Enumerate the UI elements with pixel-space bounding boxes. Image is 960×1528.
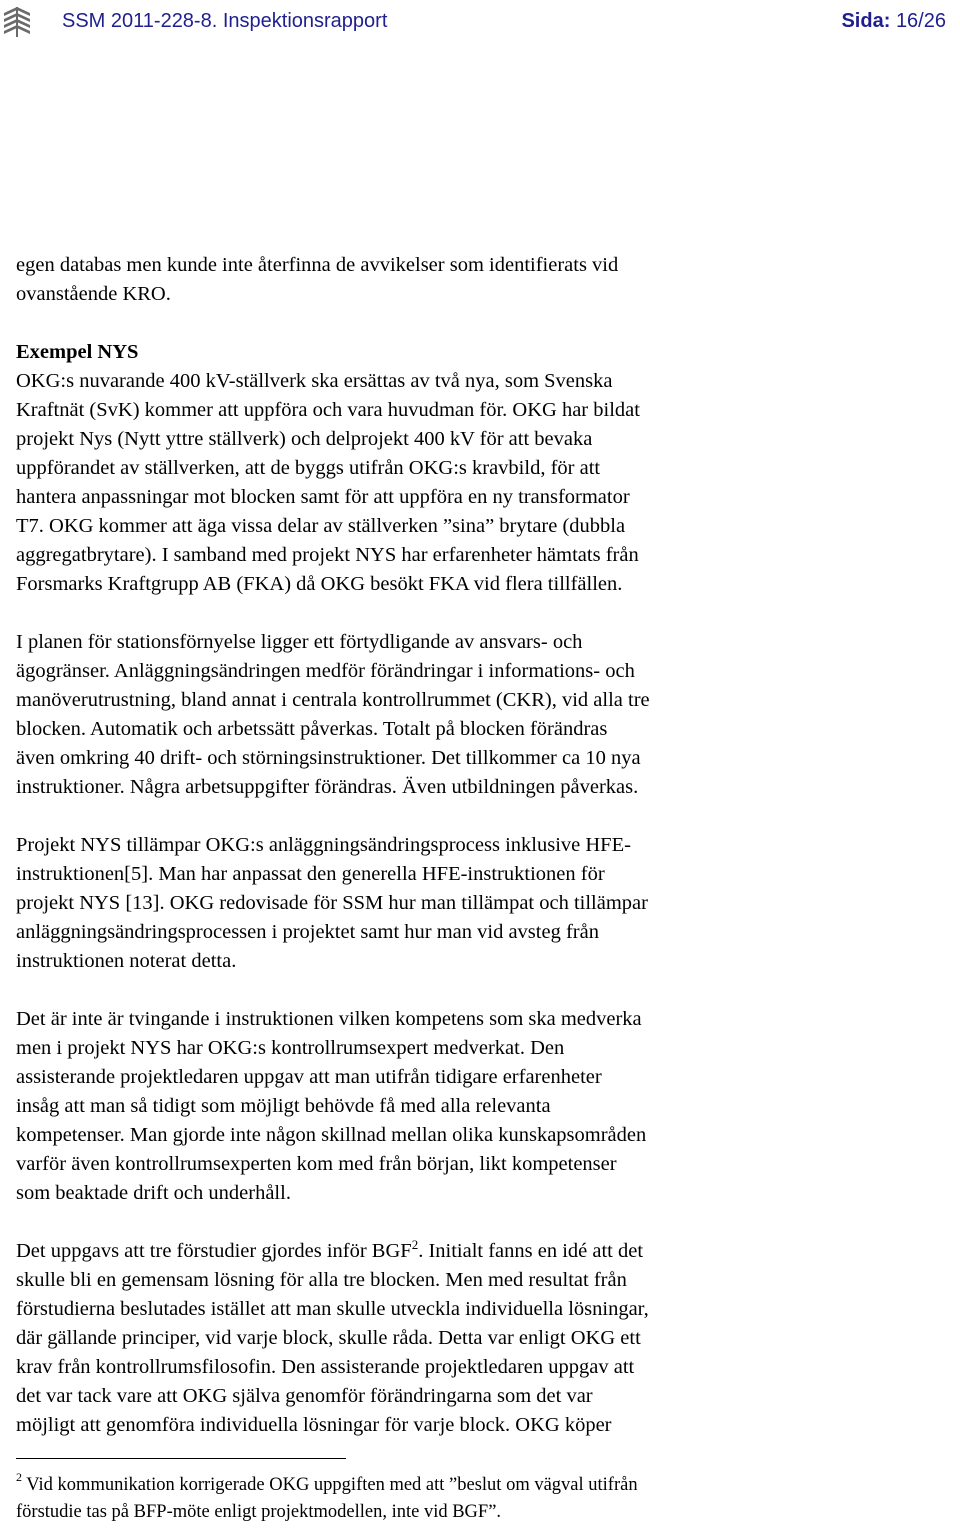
text-line: assisterande projektledaren uppgav att man utifrån tidigare erfarenheter	[16, 1066, 602, 1088]
footnote-line: förstudie tas på BFP-möte enligt projektmodellen, inte vid BGF”.	[16, 1502, 502, 1522]
text-line: Det är inte är tvingande i instruktionen vilken kompetens som ska medverka	[16, 1008, 642, 1030]
page-indicator	[841, 9, 946, 33]
text-line: instruktioner. Några arbetsuppgifter förändras. Även utbildningen påverkas.	[16, 776, 639, 798]
text-line: anläggningsändringsprocessen i projektet samt hur man vid avsteg från	[16, 921, 599, 943]
text-fragment: Det uppgavs att tre förstudier gjordes inför BGF	[16, 1240, 412, 1262]
text-line: krav från kontrollrumsfilosofin. Den assisterande projektledaren uppgav att	[16, 1356, 635, 1378]
text-line: varför även kontrollrumsexperten kom med från början, likt kompetenser	[16, 1153, 617, 1175]
footnote-divider	[16, 1458, 346, 1459]
paragraph-3	[16, 628, 946, 802]
text-line: T7. OKG kommer att äga vissa delar av ställverken ”sina” brytare (dubbla	[16, 515, 626, 537]
text-line: instruktionen[5]. Man har anpassat den generella HFE-instruktionen för	[16, 863, 605, 885]
footnote-reference[interactable]: 2	[411, 1237, 419, 1252]
text-line: kompetenser. Man gjorde inte någon skillnad mellan olika kunskapsområden	[16, 1124, 647, 1146]
text-line: som beaktade drift och underhåll.	[16, 1182, 291, 1204]
text-line: men i projekt NYS har OKG:s kontrollrumsexpert medverkat. Den	[16, 1037, 565, 1059]
text-line: I planen för stationsförnyelse ligger ett förtydligande av ansvars- och	[16, 631, 583, 653]
footnote-line	[16, 1472, 946, 1499]
text-line: insåg att man så tidigt som möjligt behövde få med alla relevanta	[16, 1095, 551, 1117]
text-line: där gällande principer, vid varje block, skulle råda. Detta var enligt OKG ett	[16, 1327, 641, 1349]
text-line: det var tack vare att OKG själva genomför förändringarna som det var	[16, 1385, 593, 1407]
text-line: ovanstående KRO.	[16, 283, 171, 305]
paragraph-6	[16, 1237, 946, 1440]
text-line: hantera anpassningar mot blocken samt för att uppföra en ny transformator	[16, 486, 630, 508]
text-line: förstudierna beslutades istället att man skulle utveckla individuella lösningar,	[16, 1298, 649, 1320]
text-line: möjligt att genomföra individuella lösningar för varje block. OKG köper	[16, 1414, 612, 1436]
document-title: SSM 2011-228-8. Inspektionsrapport	[62, 10, 388, 32]
text-line: instruktionen noterat detta.	[16, 950, 237, 972]
paragraph-4	[16, 831, 946, 976]
text-line: egen databas men kunde inte återfinna de avvikelser som identifierats vid	[16, 254, 619, 276]
text-line: Projekt NYS tillämpar OKG:s anläggningsändringsprocess inklusive HFE-	[16, 834, 631, 856]
section-heading: Exempel NYS	[16, 341, 139, 363]
footnote-marker: 2	[16, 1470, 22, 1484]
document-body	[16, 251, 946, 1440]
text-line: projekt Nys (Nytt yttre ställverk) och delprojekt 400 kV för att bevaka	[16, 428, 593, 450]
text-line: OKG:s nuvarande 400 kV-ställverk ska ersättas av två nya, som Svenska	[16, 370, 613, 392]
text-line: blocken. Automatik och arbetssätt påverkas. Totalt på blocken förändras	[16, 718, 608, 740]
page-header	[0, 0, 960, 44]
text-line: skulle bli en gemensam lösning för alla tre blocken. Men med resultat från	[16, 1269, 627, 1291]
page-number: 16/26	[895, 10, 946, 32]
text-line: Kraftnät (SvK) kommer att uppföra och vara huvudman för. OKG har bildat	[16, 399, 640, 421]
text-line	[16, 1237, 946, 1266]
text-line: uppförandet av ställverken, att de byggs utifrån OKG:s kravbild, för att	[16, 457, 601, 479]
text-line: även omkring 40 drift- och störningsinstruktioner. Det tillkommer ca 10 nya	[16, 747, 641, 769]
footnote	[16, 1472, 946, 1526]
text-fragment: . Initialt fanns en idé att det	[418, 1240, 644, 1262]
page-label: Sida:	[841, 10, 891, 32]
paragraph-5	[16, 1005, 946, 1208]
text-line: projekt NYS [13]. OKG redovisade för SSM hur man tillämpat och tillämpar	[16, 892, 648, 914]
footnote-text: Vid kommunikation korrigerade OKG uppgiften med att ”beslut om vägval utifrån	[22, 1475, 638, 1495]
text-line: aggregatbrytare). I samband med projekt NYS har erfarenheter hämtats från	[16, 544, 639, 566]
paragraph-exempel-nys	[16, 338, 946, 599]
text-line: ägogränser. Anläggningsändringen medför förändringar i informations- och	[16, 660, 635, 682]
paragraph-1	[16, 251, 946, 309]
text-line: Forsmarks Kraftgrupp AB (FKA) då OKG besökt FKA vid flera tillfällen.	[16, 573, 623, 595]
ssm-logo-icon	[2, 5, 32, 39]
text-line: manöverutrustning, bland annat i centrala kontrollrummet (CKR), vid alla tre	[16, 689, 650, 711]
